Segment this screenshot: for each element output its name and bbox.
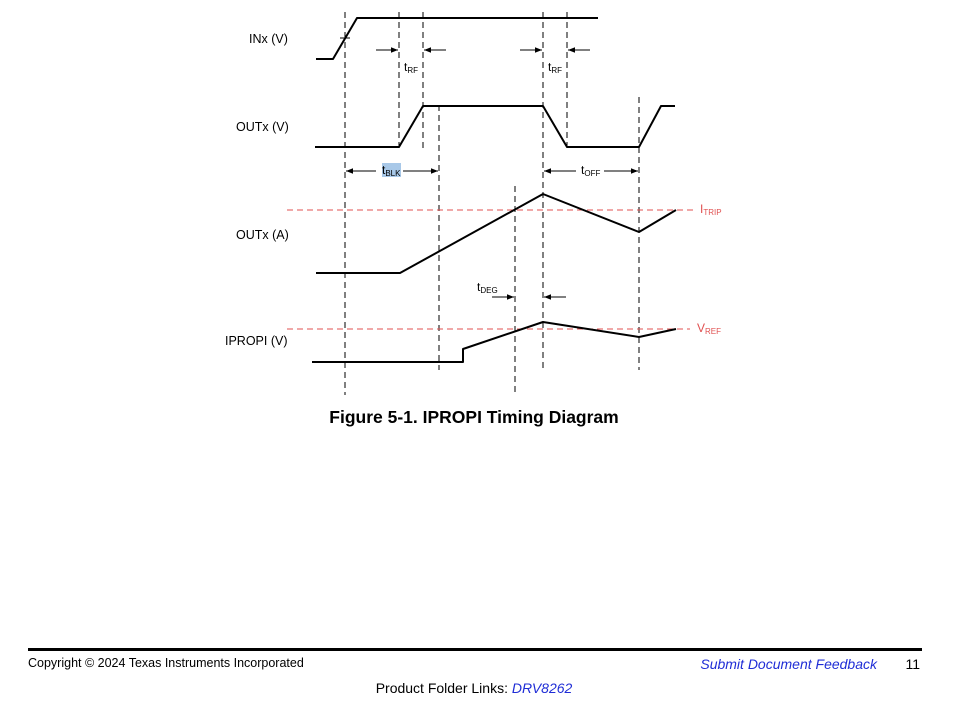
submit-feedback-link[interactable]: Submit Document Feedback [700, 656, 877, 672]
signal-label-inx: INx (V) [249, 32, 288, 46]
timing-markers [345, 12, 639, 395]
signal-label-outx-a: OUTx (A) [236, 228, 289, 242]
tblk-label: tBLK [382, 163, 401, 178]
product-folder-links [0, 680, 948, 696]
page-number: 11 [905, 656, 920, 672]
copyright-text: Copyright © 2024 Texas Instruments Incorporated [28, 656, 304, 670]
inx-waveform [316, 18, 598, 59]
ipropi-waveform [312, 322, 676, 362]
itrip-label: ITRIP [700, 202, 722, 217]
vref-label: VREF [697, 321, 722, 336]
product-links-label: Product Folder Links: [375, 680, 512, 696]
tdeg-label: tDEG [477, 280, 498, 295]
figure-caption: Figure 5-1. IPROPI Timing Diagram [329, 407, 619, 427]
footer-divider [28, 648, 922, 651]
toff-label: tOFF [581, 163, 601, 178]
signal-label-outx-v: OUTx (V) [236, 120, 289, 134]
outx-voltage-waveform [315, 106, 675, 147]
signal-label-ipropi: IPROPI (V) [225, 334, 288, 348]
trf-fall-label: tRF [548, 60, 563, 75]
drv8262-link[interactable]: DRV8262 [511, 680, 573, 696]
outx-current-waveform [316, 194, 676, 273]
trf-rise-label: tRF [404, 60, 419, 75]
